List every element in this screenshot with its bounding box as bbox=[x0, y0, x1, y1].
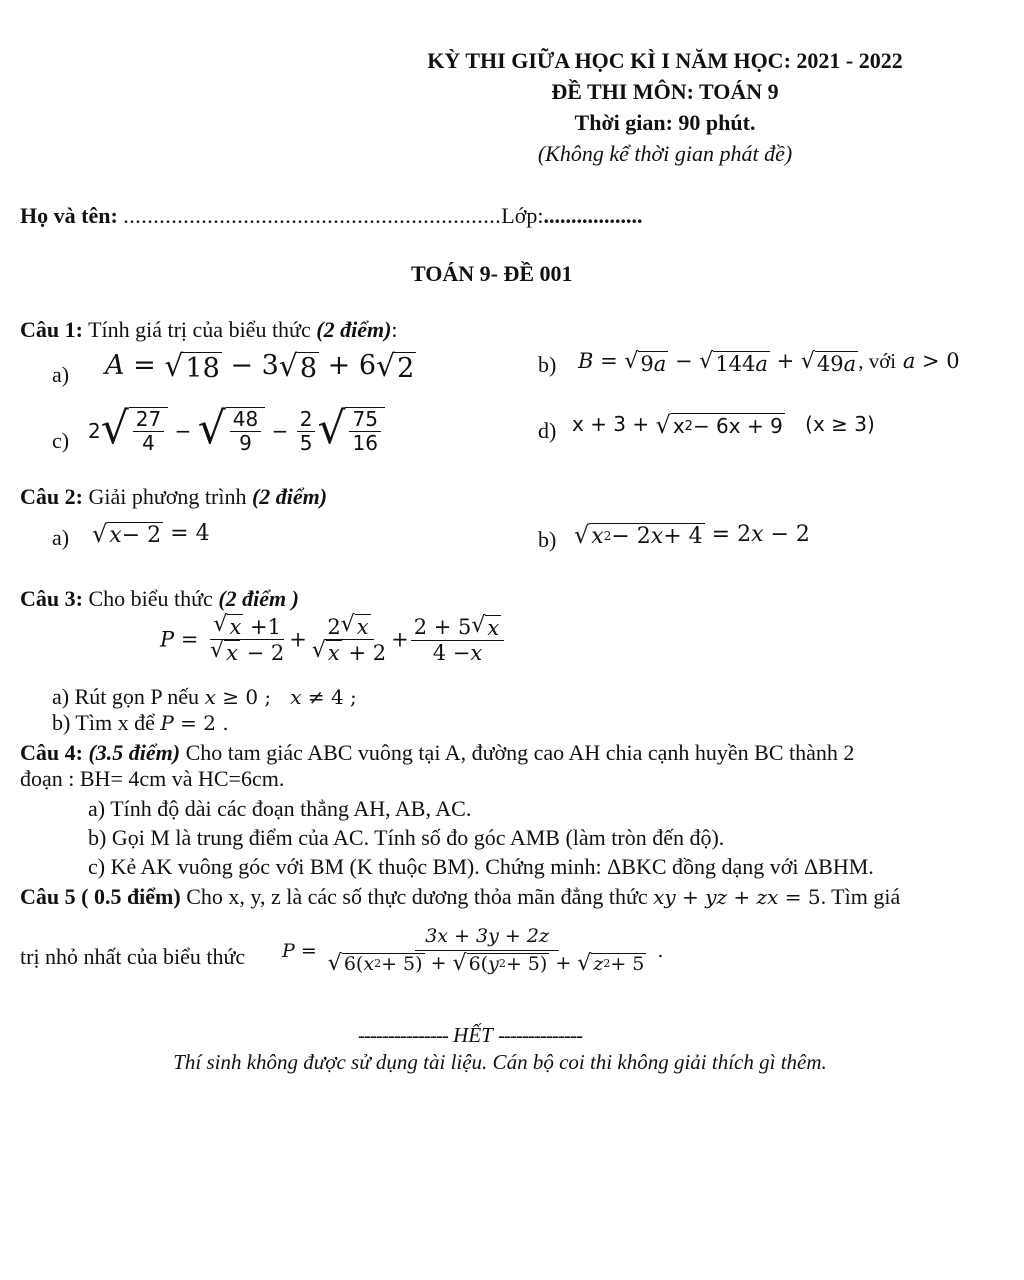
q3-points: (2 điểm ) bbox=[218, 586, 299, 611]
footer-note: Thí sinh không được sử dụng tài liệu. Cán bộ coi thi không giải thích gì thêm. bbox=[173, 1050, 827, 1074]
q2-label: Câu 2: bbox=[20, 484, 83, 509]
student-info-line bbox=[20, 203, 642, 229]
q2a-expression: √ x − 2 = 4 bbox=[92, 519, 210, 548]
q2-text: Giải phương trình bbox=[88, 484, 247, 509]
q4-heading bbox=[20, 740, 854, 766]
q5-text2: trị nhỏ nhất của biểu thức bbox=[20, 944, 246, 969]
q3-heading bbox=[20, 586, 299, 612]
time-note: (Không kể thời gian phát đề) bbox=[537, 141, 793, 166]
end-word: HẾT bbox=[453, 1023, 493, 1047]
q5-text1-end: . Tìm giá bbox=[820, 884, 901, 909]
q2b-expression: √ x 2 − 2 x + 4 = 2x − 2 bbox=[574, 520, 810, 549]
q2-heading bbox=[20, 484, 327, 510]
q1d-expression: x + 3 + √ x 2 − 6x + 9 (x ≥ 3) bbox=[572, 411, 875, 439]
q3-text: Cho biểu thức bbox=[88, 586, 213, 611]
q3a-line: a) Rút gọn P nếu x ≥ 0 ; x ≠ 4 ; bbox=[52, 684, 357, 709]
q1a-expression: A = √ 18 − 3 √ 8 + 6 √ 2 bbox=[105, 348, 415, 384]
name-dots: ............................................................... bbox=[123, 203, 502, 228]
subject-title: ĐỀ THI MÔN: TOÁN 9 bbox=[551, 79, 779, 104]
q5-text1: Cho x, y, z là các số thực dương thỏa mãn đẳng thức bbox=[186, 884, 648, 909]
q1-points: (2 điểm) bbox=[316, 317, 392, 342]
q1b-suffix: , với bbox=[858, 349, 897, 373]
q1-heading bbox=[20, 317, 398, 343]
q4b-text: b) Gọi M là trung điểm của AC. Tính số đo góc AMB (làm tròn đến độ). bbox=[88, 825, 725, 850]
name-label: Họ và tên: bbox=[20, 203, 118, 228]
q3a-text: a) Rút gọn P nếu bbox=[52, 684, 200, 709]
end-dash-right: -------------- bbox=[498, 1023, 582, 1047]
q5-label: Câu 5 ( 0.5 điểm) bbox=[20, 884, 181, 909]
q4-text1: Cho tam giác ABC vuông tại A, đường cao AH chia cạnh huyền BC thành 2 bbox=[185, 740, 855, 765]
q1b-expression: B = √ 9 a − √ 144 a + √ 49 a , với a > 0 bbox=[578, 348, 960, 376]
q2b-label: b) bbox=[538, 527, 557, 552]
class-label: Lớp: bbox=[501, 203, 544, 228]
q2-points: (2 điểm) bbox=[251, 484, 328, 509]
q1b-label: b) bbox=[538, 352, 557, 377]
q4a-text: a) Tính độ dài các đoạn thẳng AH, AB, AC. bbox=[88, 796, 472, 821]
q1c-expression: 2 √ $\frac{27}{4}$ − √ $\frac{48}{9}$ − $\frac{2}{5}$ √ $\frac{75}{16}$ bbox=[88, 407, 385, 455]
q1c-label: c) bbox=[52, 428, 70, 453]
q1-colon: : bbox=[391, 317, 398, 342]
end-dash-left: --------------- bbox=[358, 1023, 448, 1047]
q5-expression: P = 3x + 3y + 2z √ 6( x 2 + 5) + √ 6( y 2 + 5) + √ z 2 + 5 . bbox=[282, 925, 664, 976]
class-dots: .................. bbox=[543, 203, 643, 228]
q5-heading: Câu 5 ( 0.5 điểm) Cho x, y, z là các số thực dương thỏa mãn đẳng thức xy + yz + zx = 5. Tìm giá bbox=[20, 884, 901, 909]
q2a-label: a) bbox=[52, 525, 70, 550]
q3b-line: b) Tìm x để P = 2 . bbox=[52, 710, 229, 735]
q3b-text: b) Tìm x để bbox=[52, 710, 155, 735]
q1d-label: d) bbox=[538, 418, 557, 443]
q1-label: Câu 1: bbox=[20, 317, 83, 342]
q3-label: Câu 3: bbox=[20, 586, 83, 611]
time-label: Thời gian: 90 phút. bbox=[574, 110, 756, 135]
exam-title: KỲ THI GIỮA HỌC KÌ I NĂM HỌC: 2021 - 2022 bbox=[427, 48, 903, 73]
q3-expression: P = √ x +1 √ x − 2 + 2 √ x √ x + 2 + 2 + 5 √ x 4 − x bbox=[160, 614, 506, 665]
end-marker bbox=[358, 1023, 582, 1048]
q4-label: Câu 4: bbox=[20, 740, 83, 765]
q4c-text: c) Kẻ AK vuông góc với BM (K thuộc BM). Chứng minh: ΔBKC đồng dạng với ΔBHM. bbox=[88, 854, 874, 879]
exam-code: TOÁN 9- ĐỀ 001 bbox=[411, 261, 573, 286]
q4-points: (3.5 điểm) bbox=[88, 740, 181, 765]
q1-text: Tính giá trị của biểu thức bbox=[88, 317, 311, 342]
q1d-condition: (x ≥ 3) bbox=[805, 412, 875, 436]
q4-text2: đoạn : BH= 4cm và HC=6cm. bbox=[20, 766, 285, 791]
q1a-label: a) bbox=[52, 362, 70, 387]
